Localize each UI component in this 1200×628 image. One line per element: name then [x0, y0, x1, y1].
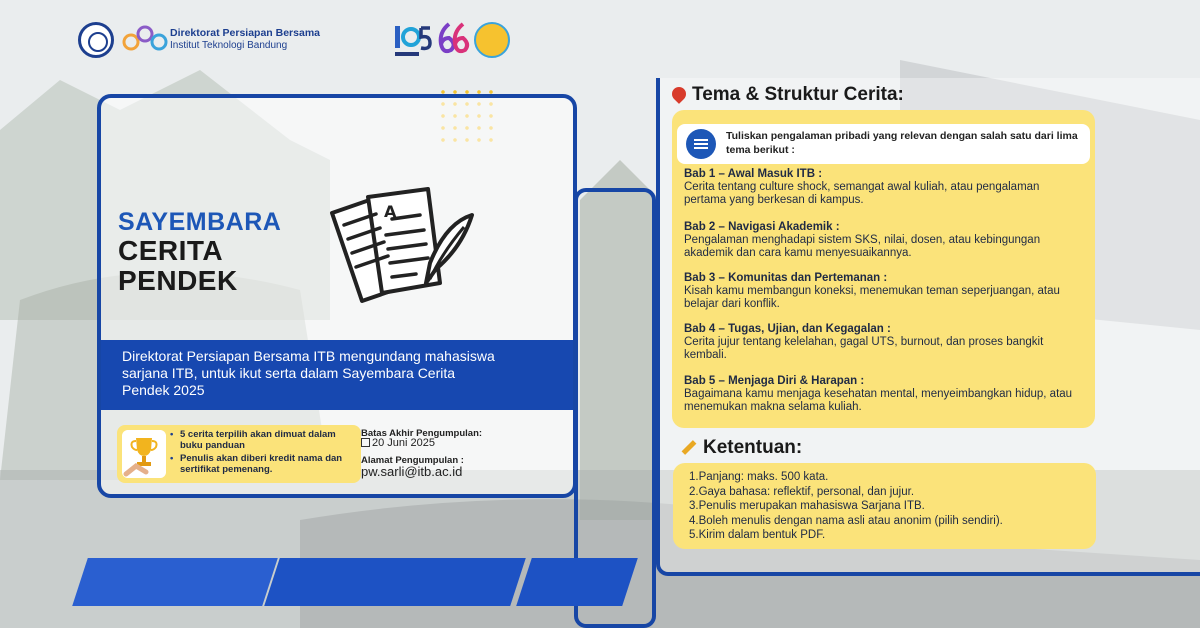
chapter-body: Cerita jujur tentang kelelahan, gagal UTS, burnout, dan proses bangkit kembali.	[684, 336, 1044, 361]
chat-icon	[686, 129, 716, 159]
chapter-title: Bab 5 – Menjaga Diri & Harapan :	[684, 375, 865, 387]
rules-title: Ketentuan:	[703, 437, 803, 458]
chapter-title: Bab 3 – Komunitas dan Pertemanan :	[684, 272, 888, 284]
itb-seal-icon	[78, 22, 114, 58]
invitation-text: Direktorat Persiapan Bersama ITB mengundang mahasiswa sarjana ITB, untuk ikut serta dalam Sayembara Cerita Pendek 2025	[122, 348, 495, 398]
rules-heading	[681, 437, 802, 459]
badge-logo-icon	[474, 22, 510, 58]
deadline-value	[361, 437, 435, 449]
deadline-date: 20 Juni 2025	[372, 437, 435, 449]
chapter-body: Cerita tentang culture shock, semangat awal kuliah, atau pengalaman pertama yang berkesan di kampus.	[684, 181, 1040, 206]
decorative-stripe	[516, 558, 638, 606]
chapter-item	[684, 375, 1084, 414]
org-subtitle: Institut Teknologi Bandung	[170, 40, 288, 51]
rule-item: 4.Boleh menulis dengan nama asli atau anonim (pilih sendiri).	[689, 514, 1003, 527]
intro-text: Tuliskan pengalaman pribadi yang relevan dengan salah satu dari lima tema berikut :	[726, 130, 1078, 156]
trophy-icon	[122, 430, 166, 478]
pencil-icon	[682, 440, 697, 455]
chapter-item	[684, 168, 1084, 207]
rules-list	[689, 470, 1089, 543]
documents-quill-icon	[326, 183, 476, 311]
decorative-stripe	[72, 558, 278, 606]
chapter-item	[684, 323, 1084, 362]
title-line-1: CERITA	[118, 235, 224, 266]
chapter-title: Bab 2 – Navigasi Akademik :	[684, 221, 840, 233]
rule-item: 5.Kirim dalam bentuk PDF.	[689, 529, 826, 542]
rule-item: 3.Penulis merupakan mahasiswa Sarjana ITB.	[689, 500, 925, 513]
rule-item: 1.Panjang: maks. 500 kata.	[689, 471, 829, 483]
themes-heading	[672, 84, 904, 106]
svg-text:A: A	[384, 202, 397, 221]
chapter-item	[684, 272, 1084, 311]
chapter-item	[684, 221, 1084, 260]
66-logo-icon	[437, 20, 471, 60]
chapter-body: Bagaimana kamu menjaga kesehatan mental, menyeimbangkan hidup, atau menemukan makna selama kuliah.	[684, 388, 1073, 413]
themes-title: Tema & Struktur Cerita:	[692, 84, 904, 105]
prize-item: • Penulis akan diberi kredit nama dan sertifikat pemenang.	[170, 453, 360, 475]
rule-item: 2.Gaya bahasa: reflektif, personal, dan jujur.	[689, 485, 915, 498]
deadline-label: Batas Akhir Pengumpulan:	[361, 428, 483, 439]
itb-105-logo-icon	[393, 20, 433, 60]
title-sayembara: SAYEMBARA	[118, 208, 282, 236]
address-email[interactable]: pw.sarli@itb.ac.id	[361, 464, 463, 479]
calendar-icon	[361, 438, 370, 447]
dpb-logo-icon	[122, 22, 168, 54]
prize-list	[170, 429, 360, 477]
title-line-2: PENDEK	[118, 265, 238, 296]
title-cerita-pendek	[118, 236, 238, 296]
pin-icon	[669, 84, 689, 104]
decorative-stripe	[264, 558, 526, 606]
chapter-title: Bab 4 – Tugas, Ujian, dan Kegagalan :	[684, 323, 891, 335]
prize-item: • 5 cerita terpilih akan dimuat dalam buku panduan	[170, 429, 360, 451]
address-label: Alamat Pengumpulan :	[361, 455, 464, 466]
chapter-body: Kisah kamu membangun koneksi, menemukan teman seperjuangan, atau belajar dari konflik.	[684, 285, 1060, 310]
chapter-body: Pengalaman menghadapi sistem SKS, nilai, dosen, atau kebingungan akademik dan cara kamu menyesuaikannya.	[684, 234, 1041, 259]
org-name: Direktorat Persiapan Bersama	[170, 27, 320, 39]
chapter-title: Bab 1 – Awal Masuk ITB :	[684, 168, 823, 180]
